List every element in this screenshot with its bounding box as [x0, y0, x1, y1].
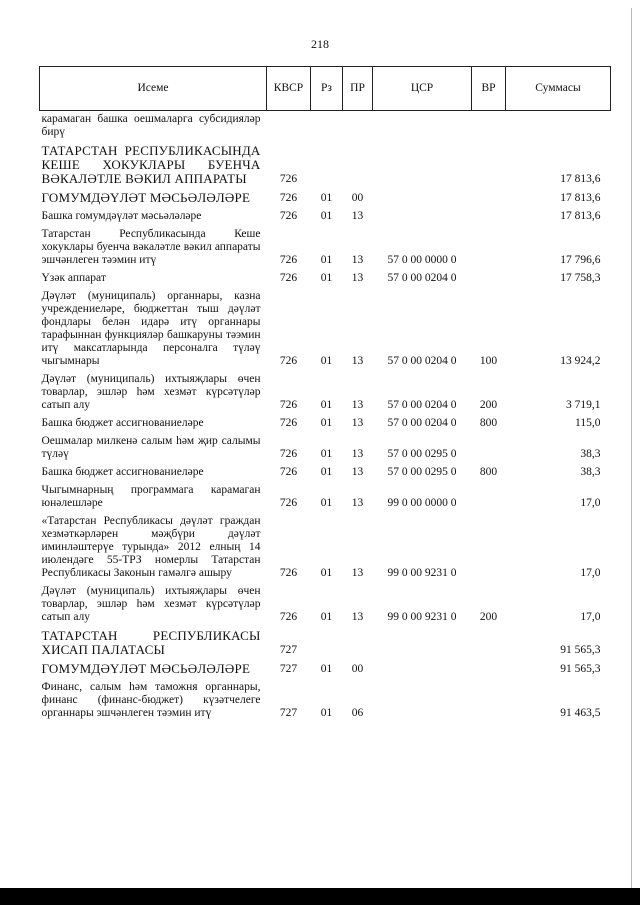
row-csr: [373, 140, 472, 187]
row-sum: 91 565,3: [560, 644, 601, 656]
col-header-pr: ПР: [343, 67, 373, 111]
row-vr: [472, 224, 506, 268]
row-kvsr: 726: [279, 210, 298, 222]
table-row: [40, 658, 611, 677]
row-name: Башка бюджет ассигнованиеләре: [41, 466, 204, 478]
table-row: [40, 369, 611, 413]
row-vr: [472, 658, 506, 677]
table-row: [40, 140, 611, 187]
row-pr: 13: [351, 210, 364, 222]
row-rz: 01: [320, 399, 333, 411]
row-csr: [373, 677, 472, 721]
table-body: [40, 111, 611, 722]
row-sum: 13 924,2: [560, 355, 601, 367]
row-pr: 13: [351, 466, 364, 478]
row-sum: 17 758,3: [560, 272, 601, 284]
row-pr: 00: [351, 663, 364, 675]
row-sum: 17 813,6: [560, 192, 601, 204]
row-rz: 01: [320, 611, 333, 623]
row-kvsr: 726: [279, 355, 298, 367]
row-csr: [373, 206, 472, 224]
row-kvsr: 726: [279, 173, 298, 185]
row-rz: 01: [320, 355, 333, 367]
row-vr: [472, 511, 506, 581]
col-header-kvsr: КВСР: [267, 67, 311, 111]
row-sum: 17,0: [580, 567, 601, 579]
row-sum: 115,0: [575, 417, 601, 429]
row-kvsr: 726: [279, 567, 298, 579]
col-header-vr: ВР: [472, 67, 506, 111]
row-name: ГОМУМДӘҮЛӘТ МӘСЬӘЛӘЛӘРЕ: [41, 661, 251, 676]
row-kvsr: 726: [279, 611, 298, 623]
row-kvsr: 727: [279, 644, 298, 656]
row-name: Башка гомумдәүләт мәсьәләләре: [41, 210, 202, 222]
row-pr: [343, 140, 373, 187]
row-pr: 13: [351, 611, 364, 623]
row-name: карамаган башка оешмаларга субсидияләр бирү: [41, 113, 261, 138]
row-csr: 99 0 00 9231 0: [387, 611, 457, 623]
row-rz: [311, 625, 343, 658]
row-kvsr: 726: [279, 399, 298, 411]
row-sum: 17 796,6: [560, 254, 601, 266]
row-csr: [373, 187, 472, 206]
row-vr: 100: [479, 355, 498, 367]
row-csr: 57 0 00 0204 0: [387, 417, 457, 429]
col-header-name: Исеме: [40, 67, 267, 111]
table-row: [40, 111, 611, 141]
table-row: [40, 431, 611, 462]
row-name: Татарстан Республикасында Кеше хокуклары буенча вәкаләтле вәкил аппараты эшчәнлеген тәэмин итү: [41, 228, 261, 266]
row-kvsr: 726: [279, 466, 298, 478]
row-vr: [472, 677, 506, 721]
row-sum: 17,0: [580, 497, 601, 509]
row-csr: [373, 625, 472, 658]
row-pr: [343, 625, 373, 658]
row-rz: 01: [320, 254, 333, 266]
row-rz: 01: [320, 707, 333, 719]
row-csr: 57 0 00 0295 0: [387, 448, 457, 460]
row-vr: 200: [479, 611, 498, 623]
row-name: Дәүләт (муниципаль) ихтыяҗлары өчен товарлар, эшләр һәм хезмәт күрсәтүләр сатып алу: [41, 373, 261, 411]
row-pr: 13: [351, 448, 364, 460]
row-rz: 01: [320, 417, 333, 429]
row-kvsr: 727: [279, 707, 298, 719]
row-vr: 800: [479, 417, 498, 429]
table-header: [40, 67, 611, 111]
page-number: 218: [311, 37, 329, 51]
row-vr: 800: [479, 466, 498, 478]
row-name: Үзәк аппарат: [41, 272, 106, 284]
row-csr: 99 0 00 0000 0: [387, 497, 457, 509]
row-rz: 01: [320, 497, 333, 509]
row-pr: 06: [351, 707, 364, 719]
row-vr: 200: [479, 399, 498, 411]
row-rz: [311, 111, 343, 141]
row-csr: 57 0 00 0000 0: [387, 254, 457, 266]
table-row: [40, 581, 611, 625]
row-rz: 01: [320, 210, 333, 222]
row-sum: 38,3: [580, 448, 601, 460]
row-pr: 13: [351, 497, 364, 509]
row-name: «Татарстан Республикасы дәүләт граждан хезмәткәрләрен мәҗбүри дәүләт иминләштерүе турында» 2012 елның 14 июлендәге 55-ТРЗ номерлы Татарстан Республикасы Законын гамәлгә ашыру: [41, 515, 261, 579]
row-sum: 17,0: [580, 611, 601, 623]
row-pr: 13: [351, 567, 364, 579]
row-csr: [373, 111, 472, 141]
row-kvsr: 726: [279, 417, 298, 429]
row-vr: [472, 140, 506, 187]
table-row: [40, 268, 611, 286]
row-sum: [506, 111, 611, 141]
row-name: Башка бюджет ассигнованиеләре: [41, 417, 204, 429]
row-csr: 57 0 00 0204 0: [387, 399, 457, 411]
row-kvsr: 726: [279, 497, 298, 509]
row-kvsr: 726: [279, 272, 298, 284]
scan-bottom-bar: [0, 888, 640, 905]
row-pr: [343, 111, 373, 141]
row-kvsr: 726: [279, 448, 298, 460]
row-vr: [472, 268, 506, 286]
row-csr: 57 0 00 0204 0: [387, 272, 457, 284]
row-rz: 01: [320, 272, 333, 284]
row-sum: 17 813,6: [560, 173, 601, 185]
row-pr: 13: [351, 399, 364, 411]
row-rz: 01: [320, 466, 333, 478]
table-row: [40, 286, 611, 369]
table-row: [40, 625, 611, 658]
table-row: [40, 480, 611, 511]
row-sum: 91 565,3: [560, 663, 601, 675]
row-csr: 57 0 00 0295 0: [387, 466, 457, 478]
row-sum: 3 719,1: [566, 399, 601, 411]
row-name: ТАТАРСТАН РЕСПУБЛИКАСЫНДА КЕШЕ ХОКУКЛАРЫ БУЕНЧА ВӘКАЛӘТЛЕ ВӘКИЛ АППАРАТЫ: [41, 143, 261, 186]
row-kvsr: 727: [279, 663, 298, 675]
row-vr: [472, 206, 506, 224]
row-pr: 13: [351, 355, 364, 367]
row-name: Чыгымнарның программага карамаган юнәлешләре: [41, 484, 261, 509]
row-sum: 91 463,5: [560, 707, 601, 719]
row-name: ГОМУМДӘҮЛӘТ МӘСЬӘЛӘЛӘРЕ: [41, 190, 251, 205]
table-row: [40, 187, 611, 206]
row-vr: [472, 111, 506, 141]
row-name: Дәүләт (муниципаль) органнары, казна учреждениеләре, бюджеттан тыш дәүләт фондлары белән идарә итү органнары тарафыннан функцияләр башкаруны тәэмин итү максатларында персоналга түләү чыгымнары: [41, 290, 261, 367]
table-row: [40, 206, 611, 224]
budget-table: [39, 66, 611, 721]
row-kvsr: [267, 111, 311, 141]
row-kvsr: 726: [279, 254, 298, 266]
scan-edge-line: [631, 8, 632, 888]
row-pr: 13: [351, 417, 364, 429]
row-rz: 01: [320, 663, 333, 675]
row-pr: 13: [351, 272, 364, 284]
row-rz: [311, 140, 343, 187]
row-csr: 57 0 00 0204 0: [387, 355, 457, 367]
row-name: Финанс, салым һәм таможня органнары, финанс (финанс-бюджет) күзәтчелеге органнары эшчәнлеген тәэмин итү: [41, 681, 261, 719]
row-pr: 00: [351, 192, 364, 204]
table-row: [40, 511, 611, 581]
table-row: [40, 413, 611, 431]
row-sum: 17 813,6: [560, 210, 601, 222]
row-rz: 01: [320, 448, 333, 460]
col-header-rz: Рз: [311, 67, 343, 111]
table-row: [40, 462, 611, 480]
row-vr: [472, 625, 506, 658]
col-header-sum: Суммасы: [506, 67, 611, 111]
row-name: Дәүләт (муниципаль) ихтыяҗлары өчен товарлар, эшләр һәм хезмәт күрсәтүләр сатып алу: [41, 585, 261, 623]
row-rz: 01: [320, 192, 333, 204]
row-vr: [472, 431, 506, 462]
col-header-csr: ЦСР: [373, 67, 472, 111]
row-kvsr: 726: [279, 192, 298, 204]
row-csr: [373, 658, 472, 677]
row-pr: 13: [351, 254, 364, 266]
table-row: [40, 224, 611, 268]
row-csr: 99 0 00 9231 0: [387, 567, 457, 579]
row-vr: [472, 187, 506, 206]
row-rz: 01: [320, 567, 333, 579]
row-name: Оешмалар милкенә салым һәм җир салымы түләү: [41, 435, 261, 460]
table-row: [40, 677, 611, 721]
row-name: ТАТАРСТАН РЕСПУБЛИКАСЫ ХИСАП ПАЛАТАСЫ: [41, 628, 261, 657]
row-sum: 38,3: [580, 466, 601, 478]
row-vr: [472, 480, 506, 511]
